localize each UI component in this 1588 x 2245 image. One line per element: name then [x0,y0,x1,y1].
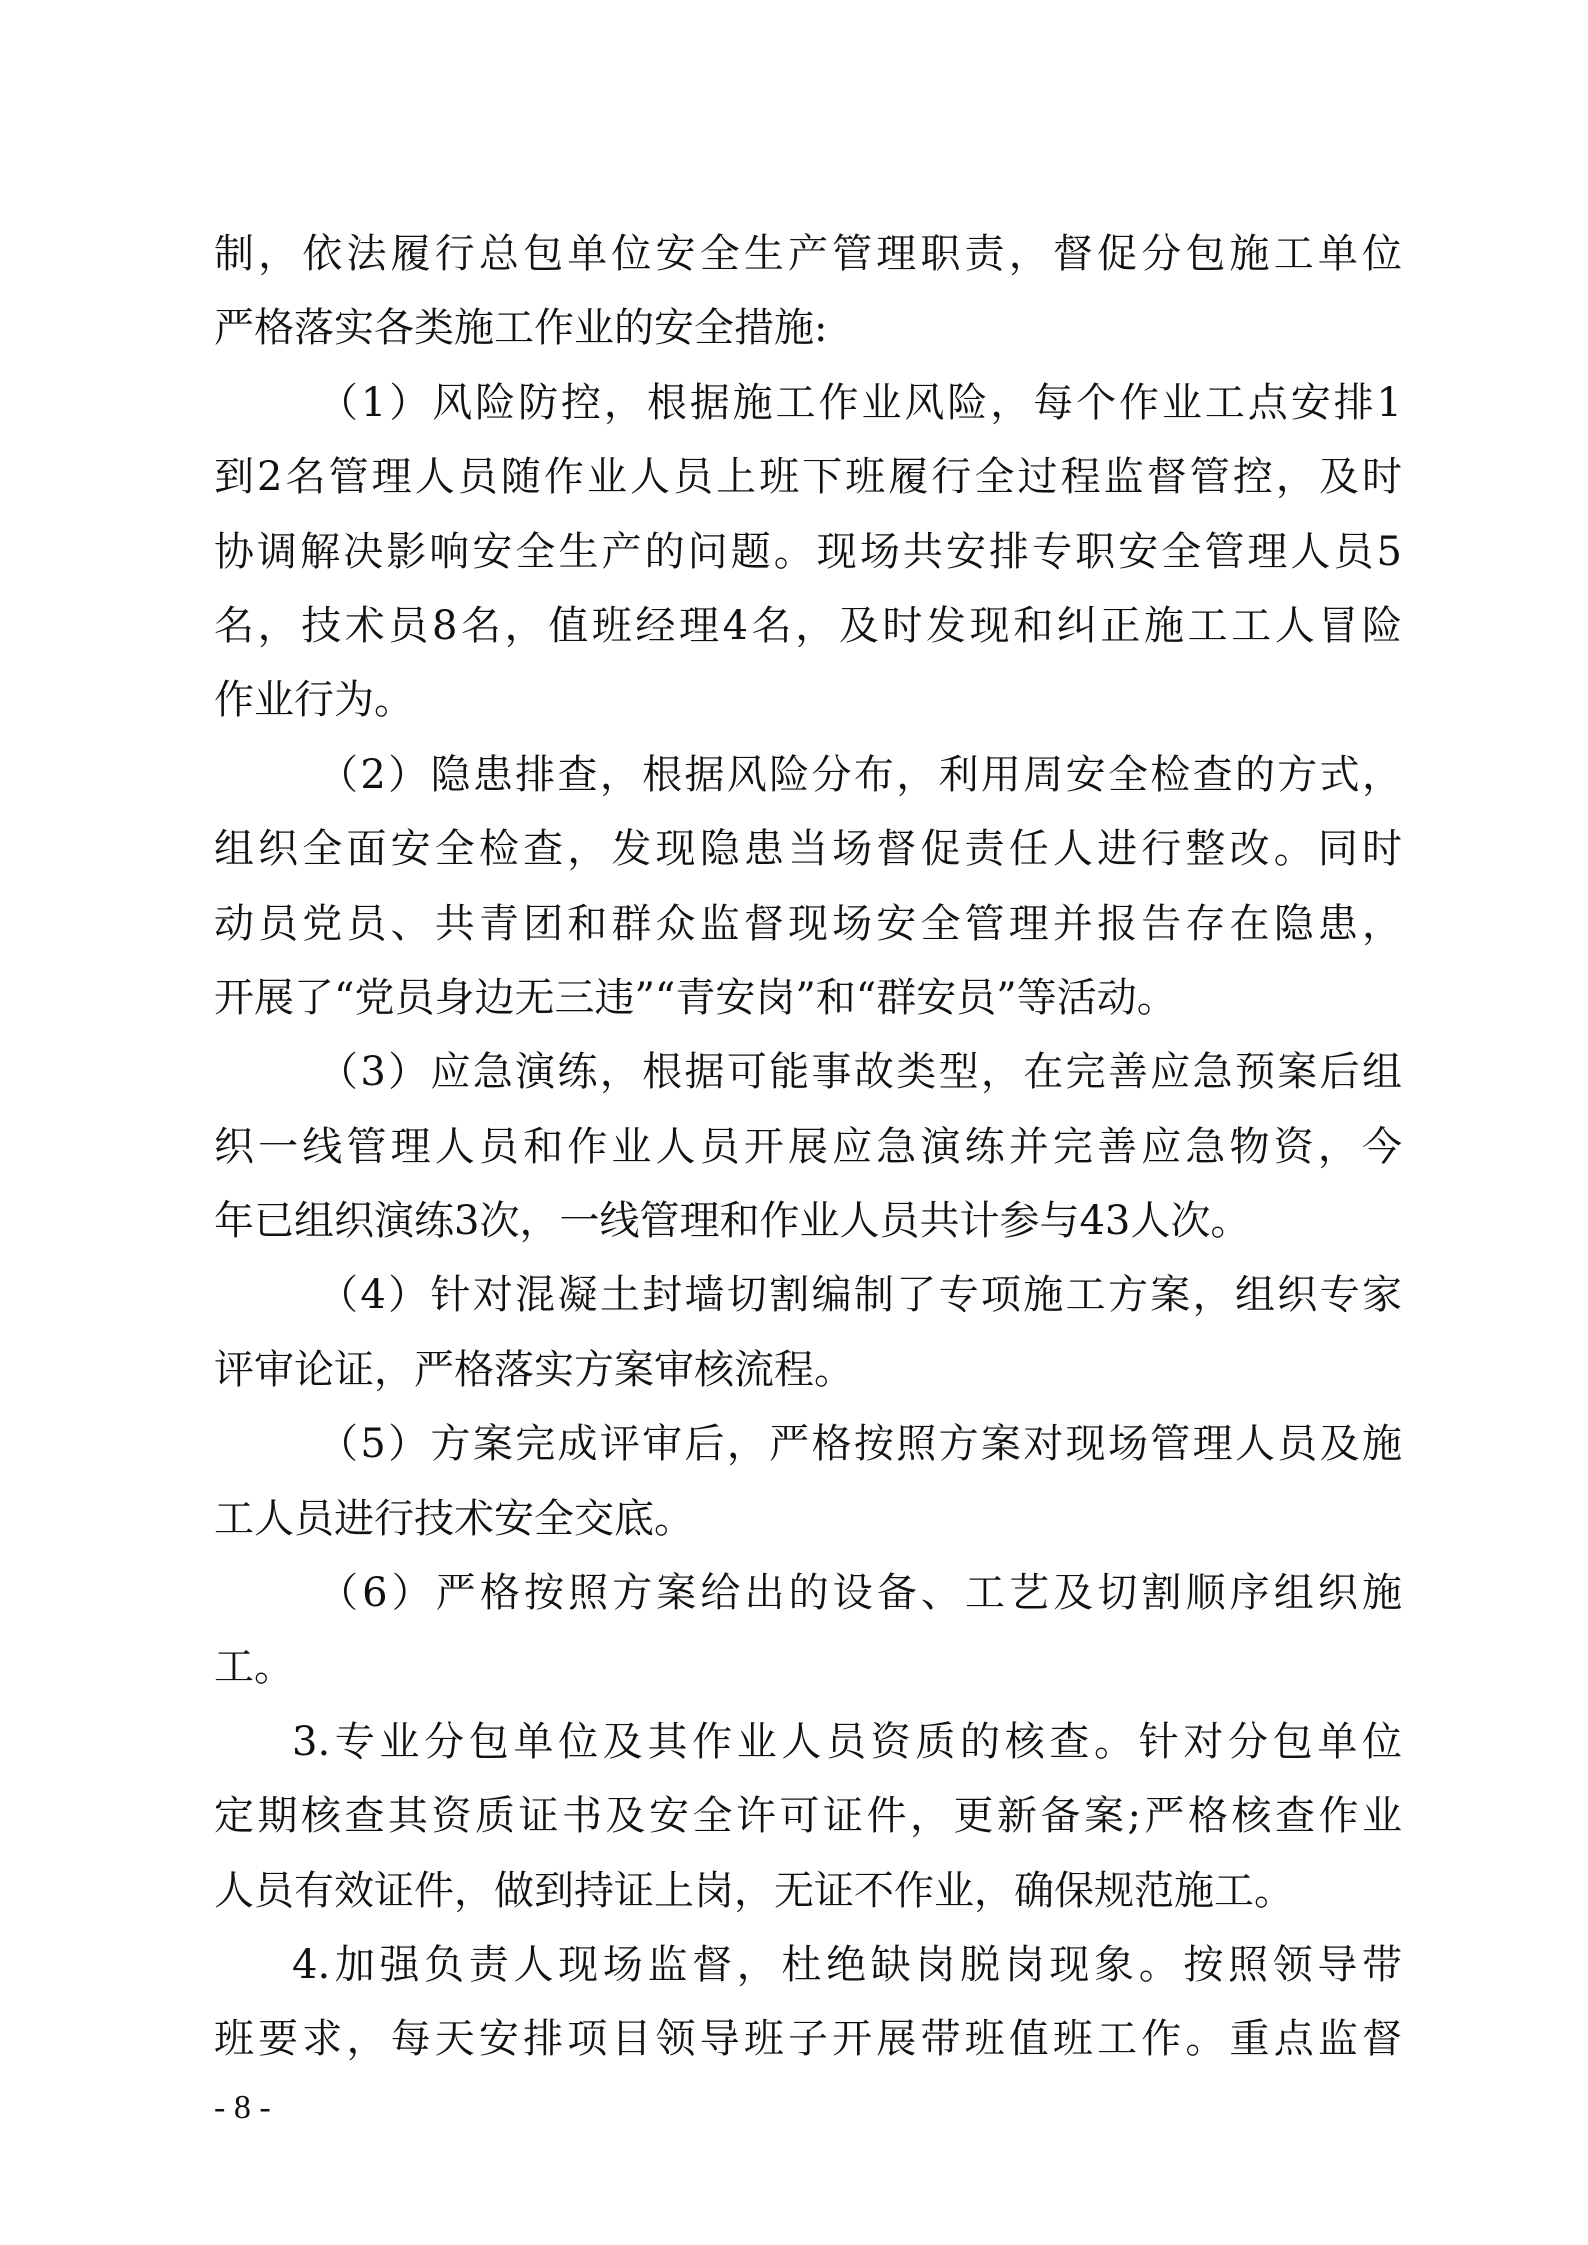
text-line: 评审论证，严格落实方案审核流程。 [214,1346,854,1393]
text-line: 协调解决影响安全生产的问题。现场共安排专职安全管理人员5 [214,528,1402,575]
text-line: 工。 [214,1644,294,1691]
text-line: 作业行为。 [214,677,414,724]
text-line: 工人员进行技术安全交底。 [214,1495,694,1542]
text-line: 4.加强负责人现场监督，杜绝缺岗脱岗现象。按照领导带 [292,1941,1402,1988]
text-line: 定期核查其资质证书及安全许可证件，更新备案;严格核查作业 [214,1793,1402,1840]
page-number: - 8 - [214,2089,271,2126]
text-line: 制，依法履行总包单位安全生产管理职责，督促分包施工单位 [214,231,1402,277]
text-line: 开展了“党员身边无三违”“青安岗”和“群安员”等活动。 [214,974,1177,1021]
text-line: 到2名管理人员随作业人员上班下班履行全过程监督管控，及时 [214,454,1402,501]
text-line: 名，技术员8名，值班经理4名，及时发现和纠正施工工人冒险 [214,602,1402,649]
document-body [214,217,1402,2077]
text-line: （6）严格按照方案给出的设备、工艺及切割顺序组织施 [318,1570,1402,1617]
text-line: 班要求，每天安排项目领导班子开展带班值班工作。重点监督 [214,2016,1402,2063]
text-line: （1）风险防控，根据施工作业风险，每个作业工点安排1 [318,379,1402,426]
text-line: 年已组织演练3次，一线管理和作业人员共计参与43人次。 [214,1198,1251,1245]
text-line: 织一线管理人员和作业人员开展应急演练并完善应急物资，今 [214,1123,1402,1170]
text-line: （2）隐患排查，根据风险分布，利用周安全检查的方式， [318,751,1402,798]
text-line: （4）针对混凝土封墙切割编制了专项施工方案，组织专家 [318,1272,1402,1319]
text-line: 人员有效证件，做到持证上岗，无证不作业，确保规范施工。 [214,1867,1294,1914]
text-line: 组织全面安全检查，发现隐患当场督促责任人进行整改。同时 [214,826,1402,873]
text-line: 3.专业分包单位及其作业人员资质的核查。针对分包单位 [292,1718,1402,1765]
text-line: （5）方案完成评审后，严格按照方案对现场管理人员及施 [318,1421,1402,1468]
text-line: 动员党员、共青团和群众监督现场安全管理并报告存在隐患， [214,900,1402,947]
text-line: 严格落实各类施工作业的安全措施: [214,305,828,352]
text-line: （3）应急演练，根据可能事故类型，在完善应急预案后组 [318,1049,1402,1096]
